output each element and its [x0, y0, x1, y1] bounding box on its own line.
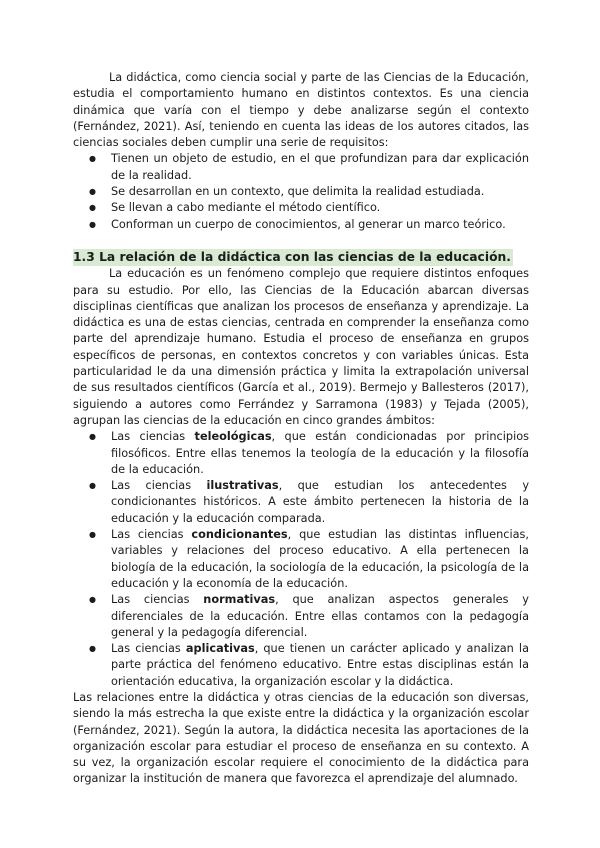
section-paragraph: La educación es un fenómeno complejo que requiere distintos enfoques para su estudio. Por ello, las Ciencias de la Educación abarcan diversas disciplinas científicas que analizan los procesos de enseñanza y aprendizaje. La didáctica es una de estas ciencias, centrada en comprender la enseñanza como parte del aprendizaje humano. Estudia el proceso de enseñanza en grupos específicos de personas, en contextos concretos y con variables únicas. Esta particularidad le da una dimensión práctica y limita la extrapolación universal de sus resultados científicos (García et al., 2019). Bermejo y Ballesteros (2017), siguiendo a autores como Ferrández y Sarramona (1983) y Tejada (2005), agrupan las ciencias de la educación en cinco grandes ámbitos: — [73, 267, 529, 427]
item-prefix: Las ciencias — [111, 479, 207, 493]
list-item: ● Conforman un cuerpo de conocimientos, al generar un marco teórico. — [73, 217, 529, 233]
list-item — [73, 641, 529, 690]
section-heading: 1.3 La relación de la didáctica con las ciencias de la educación. — [73, 249, 511, 264]
intro-paragraph: La didáctica, como ciencia social y parte de las Ciencias de la Educación, estudia el comportamiento humano en distintos contextos. Es una ciencia dinámica que varía con el tiempo y debe analizarse según el contexto (Fernández, 2021). Así, teniendo en cuenta las ideas de los autores citados, las ciencias sociales deben cumplir una serie de requisitos: — [73, 71, 529, 150]
item-text: , que estudian los antecedentes y condicionantes históricos. A este ámbito pertenecen la historia de la educación y la educación comparada. — [111, 479, 530, 525]
sciences-list — [73, 429, 529, 690]
item-text: , que están condicionadas por principios filosóficos. Entre ellas tenemos la teología de la educación y la filosofía de la educación. — [111, 430, 530, 476]
list-item: ● Se desarrollan en un contexto, que delimita la realidad estudiada. — [73, 184, 529, 200]
item-prefix: Las ciencias — [111, 593, 204, 607]
list-item: ● Se llevan a cabo mediante el método científico. — [73, 200, 529, 216]
item-text: , que estudian las distintas influencias, variables y relaciones del proceso educativo. A ella pertenecen la biología de la educación, la sociología de la educación, la psicología de la educación y la economía de la educación. — [111, 528, 530, 590]
list-item — [73, 527, 529, 592]
item-prefix: Las ciencias — [111, 430, 195, 444]
list-item — [73, 592, 529, 641]
item-term: teleológicas — [194, 430, 272, 444]
item-text: , que analizan aspectos generales y diferenciales de la educación. Entre ellas contamos con la pedagogía general y la pedagogía diferencial. — [111, 593, 529, 639]
item-prefix: Las ciencias — [111, 642, 186, 656]
item-term: condicionantes — [191, 528, 288, 542]
item-term: aplicativas — [185, 642, 255, 656]
list-item: ● Tienen un objeto de estudio, en el que profundizan para dar explicación de la realidad. — [73, 151, 529, 184]
closing-paragraph: Las relaciones entre la didáctica y otras ciencias de la educación son diversas, siendo la más estrecha la que existe entre la didáctica y la organización escolar (Fernández, 2021). Según la autora, la didáctica necesita las aportaciones de la organización escolar para estudiar el proceso de enseñanza en su contexto. A su vez, la organización escolar requiere el conocimiento de la didáctica para organizar la institución de manera que favorezca el aprendizaje del alumnado. — [73, 690, 529, 786]
item-prefix: Las ciencias — [111, 528, 192, 542]
item-text: , que tienen un carácter aplicado y analizan la parte práctica del fenómeno educativo. Entre estas disciplinas están la orientación educativa, la organización escolar y la didáctica. — [111, 642, 529, 688]
list-item — [73, 429, 529, 478]
item-term: ilustrativas — [206, 479, 279, 493]
item-term: normativas — [203, 593, 276, 607]
document-page — [73, 70, 529, 788]
list-item — [73, 478, 529, 527]
requirements-list — [73, 151, 529, 232]
